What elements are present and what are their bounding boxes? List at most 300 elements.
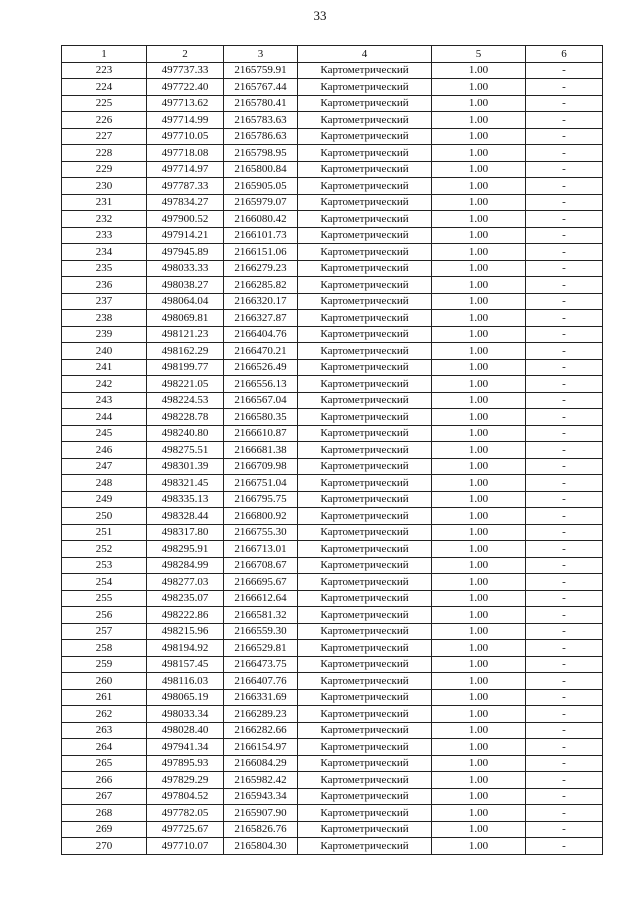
table-cell: 498028.40	[147, 722, 224, 739]
table-cell: -	[526, 293, 603, 310]
column-header: 5	[432, 46, 526, 63]
table-cell: -	[526, 260, 603, 277]
table-cell: -	[526, 673, 603, 690]
table-cell: 1.00	[432, 640, 526, 657]
table-cell: 498284.99	[147, 557, 224, 574]
table-cell: Картометрический	[298, 425, 432, 442]
table-cell: Картометрический	[298, 392, 432, 409]
table-row	[62, 722, 603, 739]
table-cell: 269	[62, 821, 147, 838]
table-row	[62, 128, 603, 145]
table-cell: -	[526, 194, 603, 211]
table-cell: -	[526, 376, 603, 393]
table-cell: -	[526, 805, 603, 822]
table-cell: 2166154.97	[224, 739, 298, 756]
table-row	[62, 458, 603, 475]
table-cell: 2166327.87	[224, 310, 298, 327]
table-cell: 498162.29	[147, 343, 224, 360]
table-cell: 2166473.75	[224, 656, 298, 673]
table-row	[62, 227, 603, 244]
table-cell: -	[526, 623, 603, 640]
table-cell: 497895.93	[147, 755, 224, 772]
table-cell: -	[526, 161, 603, 178]
table-cell: 2166580.35	[224, 409, 298, 426]
table-cell: 2166289.23	[224, 706, 298, 723]
table-cell: 498033.34	[147, 706, 224, 723]
table-cell: -	[526, 524, 603, 541]
table-cell: 2166695.67	[224, 574, 298, 591]
table-cell: 497914.21	[147, 227, 224, 244]
table-cell: Картометрический	[298, 343, 432, 360]
table-cell: -	[526, 310, 603, 327]
table-cell: 265	[62, 755, 147, 772]
table-row	[62, 755, 603, 772]
table-cell: 498295.91	[147, 541, 224, 558]
table-cell: 1.00	[432, 409, 526, 426]
table-cell: 2166320.17	[224, 293, 298, 310]
column-header: 6	[526, 46, 603, 63]
table-cell: -	[526, 425, 603, 442]
table-cell: 226	[62, 112, 147, 129]
table-cell: Картометрический	[298, 640, 432, 657]
table-cell: 233	[62, 227, 147, 244]
table-cell: 228	[62, 145, 147, 162]
table-cell: 498240.80	[147, 425, 224, 442]
table-cell: 266	[62, 772, 147, 789]
table-cell: 2166709.98	[224, 458, 298, 475]
table-cell: 1.00	[432, 508, 526, 525]
table-cell: 1.00	[432, 343, 526, 360]
table-cell: 1.00	[432, 574, 526, 591]
table-cell: -	[526, 590, 603, 607]
table-row	[62, 425, 603, 442]
table-cell: 2165979.07	[224, 194, 298, 211]
table-cell: 497710.07	[147, 838, 224, 855]
table-cell: 2166407.76	[224, 673, 298, 690]
table-cell: 1.00	[432, 541, 526, 558]
table-cell: 224	[62, 79, 147, 96]
table-cell: 248	[62, 475, 147, 492]
table-cell: -	[526, 178, 603, 195]
table-cell: -	[526, 277, 603, 294]
table-row	[62, 574, 603, 591]
table-cell: 1.00	[432, 656, 526, 673]
table-cell: 498222.86	[147, 607, 224, 624]
table-cell: 498301.39	[147, 458, 224, 475]
table-cell: Картометрический	[298, 145, 432, 162]
table-cell: Картометрический	[298, 178, 432, 195]
table-cell: 497737.33	[147, 62, 224, 79]
table-cell: 227	[62, 128, 147, 145]
table-row	[62, 409, 603, 426]
table-cell: 232	[62, 211, 147, 228]
table-cell: -	[526, 821, 603, 838]
table-cell: 498277.03	[147, 574, 224, 591]
table-cell: 497829.29	[147, 772, 224, 789]
table-cell: 244	[62, 409, 147, 426]
table-cell: Картометрический	[298, 194, 432, 211]
table-cell: Картометрический	[298, 260, 432, 277]
table-cell: 497718.08	[147, 145, 224, 162]
table-cell: -	[526, 838, 603, 855]
table-row	[62, 343, 603, 360]
table-row	[62, 541, 603, 558]
table-cell: 2166751.04	[224, 475, 298, 492]
table-cell: 1.00	[432, 194, 526, 211]
table-cell: 2165786.63	[224, 128, 298, 145]
table-cell: Картометрический	[298, 706, 432, 723]
table-cell: Картометрический	[298, 673, 432, 690]
table-cell: 1.00	[432, 326, 526, 343]
table-cell: 497725.67	[147, 821, 224, 838]
table-cell: Картометрический	[298, 541, 432, 558]
table-cell: Картометрический	[298, 838, 432, 855]
table-cell: 1.00	[432, 805, 526, 822]
table-row	[62, 821, 603, 838]
table-row	[62, 673, 603, 690]
table-row	[62, 211, 603, 228]
table-row	[62, 607, 603, 624]
column-header: 2	[147, 46, 224, 63]
table-cell: 497714.99	[147, 112, 224, 129]
table-cell: 252	[62, 541, 147, 558]
table-cell: -	[526, 640, 603, 657]
table-cell: 1.00	[432, 838, 526, 855]
table-cell: Картометрический	[298, 112, 432, 129]
table-cell: 241	[62, 359, 147, 376]
table-cell: Картометрический	[298, 491, 432, 508]
table-cell: 1.00	[432, 788, 526, 805]
table-cell: Картометрический	[298, 607, 432, 624]
table-cell: 498069.81	[147, 310, 224, 327]
table-cell: -	[526, 755, 603, 772]
table-cell: Картометрический	[298, 310, 432, 327]
table-cell: 2165905.05	[224, 178, 298, 195]
table-cell: 236	[62, 277, 147, 294]
table-cell: 1.00	[432, 458, 526, 475]
table-cell: 261	[62, 689, 147, 706]
table-cell: 1.00	[432, 706, 526, 723]
table-row	[62, 689, 603, 706]
table-cell: 498157.45	[147, 656, 224, 673]
table-cell: 1.00	[432, 79, 526, 96]
table-cell: 1.00	[432, 590, 526, 607]
table-cell: -	[526, 706, 603, 723]
table-cell: 2165943.34	[224, 788, 298, 805]
table-cell: 498275.51	[147, 442, 224, 459]
table-cell: Картометрический	[298, 821, 432, 838]
table-cell: 1.00	[432, 392, 526, 409]
table-cell: 257	[62, 623, 147, 640]
table-cell: 240	[62, 343, 147, 360]
table-cell: Картометрический	[298, 739, 432, 756]
table-cell: Картометрический	[298, 79, 432, 96]
table-row	[62, 112, 603, 129]
table-cell: 497941.34	[147, 739, 224, 756]
coordinates-table	[61, 45, 603, 855]
table-cell: 2166681.38	[224, 442, 298, 459]
table-cell: 246	[62, 442, 147, 459]
table-cell: Картометрический	[298, 161, 432, 178]
table-cell: 2166529.81	[224, 640, 298, 657]
table-cell: 1.00	[432, 673, 526, 690]
table-cell: 1.00	[432, 425, 526, 442]
table-cell: 2166559.30	[224, 623, 298, 640]
table-cell: Картометрический	[298, 326, 432, 343]
table-cell: 2165907.90	[224, 805, 298, 822]
table-cell: 247	[62, 458, 147, 475]
table-cell: 1.00	[432, 145, 526, 162]
table-cell: -	[526, 359, 603, 376]
table-cell: 498121.23	[147, 326, 224, 343]
table-cell: Картометрический	[298, 805, 432, 822]
table-cell: -	[526, 689, 603, 706]
table-cell: 498116.03	[147, 673, 224, 690]
table-cell: 225	[62, 95, 147, 112]
table-cell: 1.00	[432, 821, 526, 838]
table-cell: 2165780.41	[224, 95, 298, 112]
table-cell: -	[526, 326, 603, 343]
table-cell: 497710.05	[147, 128, 224, 145]
table-row	[62, 475, 603, 492]
table-cell: 1.00	[432, 244, 526, 261]
table-cell: 254	[62, 574, 147, 591]
table-cell: 255	[62, 590, 147, 607]
table-row	[62, 161, 603, 178]
table-cell: 263	[62, 722, 147, 739]
table-cell: 2165783.63	[224, 112, 298, 129]
table-cell: -	[526, 574, 603, 591]
table-row	[62, 178, 603, 195]
table-cell: 1.00	[432, 359, 526, 376]
table-cell: -	[526, 211, 603, 228]
table-cell: 2166556.13	[224, 376, 298, 393]
table-cell: 238	[62, 310, 147, 327]
table-cell: -	[526, 722, 603, 739]
table-cell: -	[526, 128, 603, 145]
table-row	[62, 656, 603, 673]
table-cell: 497804.52	[147, 788, 224, 805]
table-cell: 2166080.42	[224, 211, 298, 228]
table-row	[62, 293, 603, 310]
table-row	[62, 524, 603, 541]
table-cell: 1.00	[432, 491, 526, 508]
table-cell: 2166526.49	[224, 359, 298, 376]
table-cell: 2166470.21	[224, 343, 298, 360]
table-cell: 2166285.82	[224, 277, 298, 294]
table-cell: Картометрический	[298, 95, 432, 112]
table-cell: 1.00	[432, 310, 526, 327]
table-cell: -	[526, 788, 603, 805]
table-cell: -	[526, 409, 603, 426]
table-cell: 1.00	[432, 475, 526, 492]
table-cell: 498317.80	[147, 524, 224, 541]
table-row	[62, 95, 603, 112]
table-cell: 237	[62, 293, 147, 310]
table-row	[62, 557, 603, 574]
table-cell: 259	[62, 656, 147, 673]
table-cell: 497787.33	[147, 178, 224, 195]
table-cell: 1.00	[432, 112, 526, 129]
table-cell: Картометрический	[298, 574, 432, 591]
table-cell: 264	[62, 739, 147, 756]
table-cell: 2166282.66	[224, 722, 298, 739]
table-row	[62, 392, 603, 409]
table-cell: Картометрический	[298, 788, 432, 805]
table-cell: 498228.78	[147, 409, 224, 426]
table-cell: 1.00	[432, 227, 526, 244]
table-cell: 2165804.30	[224, 838, 298, 855]
table-cell: 498064.04	[147, 293, 224, 310]
table-cell: 2166795.75	[224, 491, 298, 508]
table-cell: 262	[62, 706, 147, 723]
table-row	[62, 145, 603, 162]
table-cell: -	[526, 557, 603, 574]
table-cell: -	[526, 491, 603, 508]
table-cell: 497722.40	[147, 79, 224, 96]
table-cell: 2165826.76	[224, 821, 298, 838]
table-row	[62, 359, 603, 376]
table-cell: 1.00	[432, 557, 526, 574]
table-cell: 1.00	[432, 178, 526, 195]
table-cell: 2166151.06	[224, 244, 298, 261]
column-header: 3	[224, 46, 298, 63]
page-number: 33	[313, 8, 327, 23]
table-cell: 1.00	[432, 772, 526, 789]
table-cell: 1.00	[432, 755, 526, 772]
table-cell: 230	[62, 178, 147, 195]
table-cell: -	[526, 392, 603, 409]
table-cell: 498038.27	[147, 277, 224, 294]
table-cell: -	[526, 343, 603, 360]
table-cell: Картометрический	[298, 62, 432, 79]
table-cell: 2165798.95	[224, 145, 298, 162]
table-cell: 498321.45	[147, 475, 224, 492]
table-row	[62, 244, 603, 261]
table-cell: 2166404.76	[224, 326, 298, 343]
table-row	[62, 788, 603, 805]
table-cell: Картометрический	[298, 442, 432, 459]
table-cell: -	[526, 656, 603, 673]
table-row	[62, 310, 603, 327]
table-cell: 2165759.91	[224, 62, 298, 79]
table-row	[62, 326, 603, 343]
table-row	[62, 260, 603, 277]
table-cell: 497834.27	[147, 194, 224, 211]
table-cell: 498235.07	[147, 590, 224, 607]
table-cell: 256	[62, 607, 147, 624]
table-cell: 1.00	[432, 161, 526, 178]
table-cell: 223	[62, 62, 147, 79]
table-cell: Картометрический	[298, 524, 432, 541]
table-cell: 242	[62, 376, 147, 393]
table-cell: 498224.53	[147, 392, 224, 409]
table-cell: Картометрический	[298, 277, 432, 294]
table-cell: Картометрический	[298, 244, 432, 261]
table-cell: Картометрический	[298, 557, 432, 574]
table-cell: -	[526, 79, 603, 96]
table-cell: Картометрический	[298, 128, 432, 145]
table-cell: Картометрический	[298, 211, 432, 228]
table-cell: 1.00	[432, 277, 526, 294]
table-cell: 2166755.30	[224, 524, 298, 541]
table-cell: -	[526, 112, 603, 129]
table-row	[62, 640, 603, 657]
table-cell: 2166567.04	[224, 392, 298, 409]
table-cell: 239	[62, 326, 147, 343]
table-cell: 249	[62, 491, 147, 508]
table-row	[62, 706, 603, 723]
table-cell: 260	[62, 673, 147, 690]
table-cell: 498221.05	[147, 376, 224, 393]
table-cell: -	[526, 95, 603, 112]
table-cell: 497714.97	[147, 161, 224, 178]
table-row	[62, 442, 603, 459]
table-row	[62, 277, 603, 294]
table-cell: 1.00	[432, 128, 526, 145]
table-cell: -	[526, 62, 603, 79]
table-cell: 2166610.87	[224, 425, 298, 442]
table-cell: Картометрический	[298, 689, 432, 706]
table-cell: Картометрический	[298, 227, 432, 244]
table-row	[62, 194, 603, 211]
table-cell: 497900.52	[147, 211, 224, 228]
table-body	[62, 62, 603, 854]
table-row	[62, 590, 603, 607]
table-cell: Картометрический	[298, 293, 432, 310]
table-cell: 234	[62, 244, 147, 261]
table-cell: 245	[62, 425, 147, 442]
table-cell: Картометрический	[298, 508, 432, 525]
table-cell: 497782.05	[147, 805, 224, 822]
table-cell: 2165800.84	[224, 161, 298, 178]
table-row	[62, 805, 603, 822]
table-cell: -	[526, 607, 603, 624]
table-cell: 1.00	[432, 739, 526, 756]
table-cell: 231	[62, 194, 147, 211]
table-header	[62, 46, 603, 63]
table-cell: 498335.13	[147, 491, 224, 508]
table-cell: 267	[62, 788, 147, 805]
table-cell: Картометрический	[298, 722, 432, 739]
table-cell: 2166084.29	[224, 755, 298, 772]
table-cell: 2166101.73	[224, 227, 298, 244]
table-row	[62, 62, 603, 79]
table-row	[62, 772, 603, 789]
table-cell: Картометрический	[298, 772, 432, 789]
table-cell: Картометрический	[298, 623, 432, 640]
table-cell: Картометрический	[298, 475, 432, 492]
table-cell: 2166581.32	[224, 607, 298, 624]
table-row	[62, 79, 603, 96]
table-cell: 2166331.69	[224, 689, 298, 706]
table-cell: 1.00	[432, 62, 526, 79]
table-cell: Картометрический	[298, 590, 432, 607]
table-cell: 1.00	[432, 376, 526, 393]
table-cell: -	[526, 442, 603, 459]
table-cell: 498215.96	[147, 623, 224, 640]
table-cell: -	[526, 739, 603, 756]
table-cell: 1.00	[432, 607, 526, 624]
table-cell: Картометрический	[298, 755, 432, 772]
table-cell: 235	[62, 260, 147, 277]
table-cell: 1.00	[432, 442, 526, 459]
table-cell: -	[526, 508, 603, 525]
table-cell: 497713.62	[147, 95, 224, 112]
table-cell: 498033.33	[147, 260, 224, 277]
table-cell: 2166612.64	[224, 590, 298, 607]
header-row	[62, 46, 603, 63]
